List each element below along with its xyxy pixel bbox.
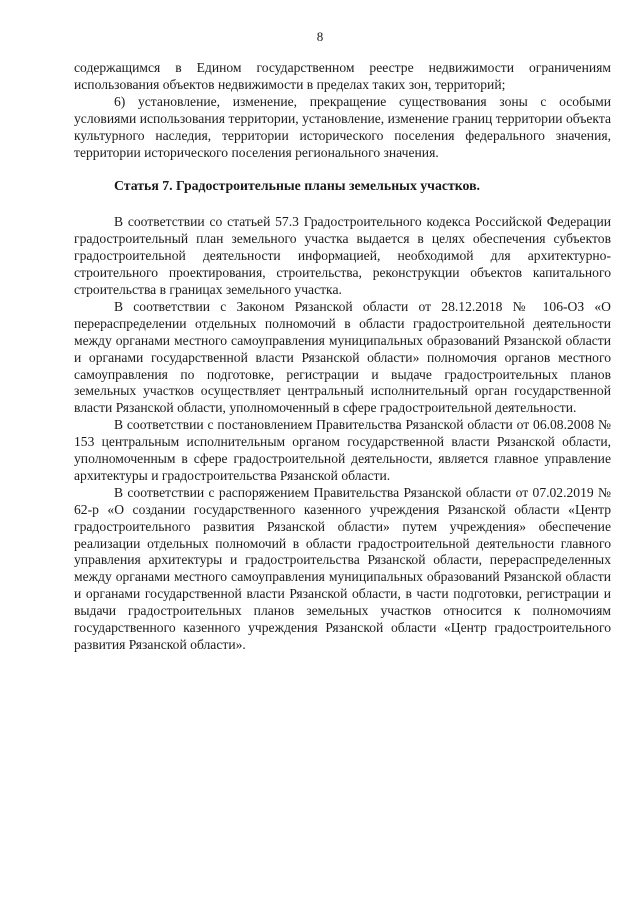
document-body xyxy=(74,60,611,654)
page-number: 8 xyxy=(316,29,324,44)
paragraph-article-7-2: В соответствии с Законом Рязанской области от 28.12.2018 № 106-ОЗ «О перераспределении отдельных полномочий в области градостроительной деятельности между органами местного самоуправления муниципальных образований Рязанской области и органами государственной власти Рязанской области» полномочия органов местного самоуправления по подготовке, регистрации и выдаче градостроительных планов земельных участков осуществляет центральный исполнительный орган государственной власти Рязанской области, уполномоченный в сфере градостроительной деятельности. xyxy=(74,298,611,416)
paragraph-continuation: содержащимся в Едином государственном реестре недвижимости ограничениям использования объектов недвижимости в пределах таких зон, территорий; xyxy=(74,60,611,92)
paragraph-list-item-6: 6) установление, изменение, прекращение существования зоны с особыми условиями использования территории, установление, изменение границ территории объекта культурного наследия, территории исторического поселения федерального значения, территории исторического поселения регионального значения. xyxy=(74,93,611,160)
paragraph-article-7-4: В соответствии с распоряжением Правительства Рязанской области от 07.02.2019 № 62-р «О создании государственного казенного учреждения Рязанской области «Центр градостроительного развития Рязанской области» путем учреждения» обеспечение реализации отдельных полномочий в области градостроительной деятельности главного управления архитектуры и градостроительства Рязанской области, перераспределенных между органами местного самоуправления муниципальных образований Рязанской области и органами государственной власти Рязанской области, в части подготовки, регистрации и выдачи градостроительных планов земельных участков относится к полномочиям государственного казенного учреждения Рязанской области «Центр градостроительного развития Рязанской области». xyxy=(74,484,611,652)
paragraph-article-7-1: В соответствии со статьей 57.3 Градостроительного кодекса Российской Федерации градостроительный план земельного участка выдается в целях обеспечения субъектов градостроительной деятельности информацией, необходимой для архитектурно-строительного проектирования, строительства, реконструкции объектов капитального строительства в границах земельного участка. xyxy=(74,214,611,297)
paragraph-article-7-3: В соответствии с постановлением Правительства Рязанской области от 06.08.2008 № 153 центральным исполнительным органом государственной власти Рязанской области, уполномоченным в сфере градостроительной деятельности, является главное управление архитектуры и градостроительства Рязанской области. xyxy=(74,417,611,483)
section-heading: Статья 7. Градостроительные планы земельных участков. xyxy=(114,178,480,194)
